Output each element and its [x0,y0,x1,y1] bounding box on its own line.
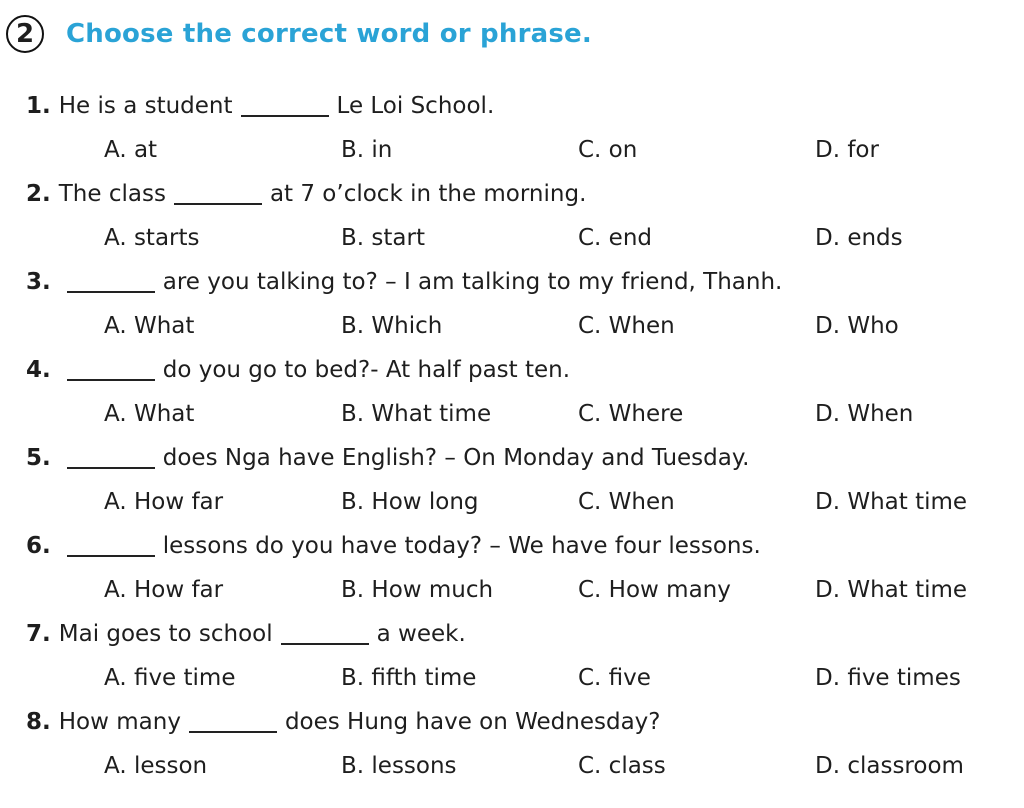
question-text-before: He is a student [58,93,233,119]
option-d[interactable]: D. What time [815,489,968,515]
option-d[interactable]: D. What time [815,577,968,603]
question-1 [26,84,1006,172]
option-a[interactable]: A. What [104,401,195,427]
option-c[interactable]: C. end [578,225,653,251]
answer-blank [241,95,329,117]
option-d[interactable]: D. classroom [815,753,964,779]
question-text-after: do you go to bed?- At half past ten. [162,357,571,383]
option-a[interactable]: A. How far [104,489,224,515]
question-number: 6. [26,533,51,559]
option-b[interactable]: B. fifth time [341,665,477,691]
option-d[interactable]: D. ends [815,225,903,251]
question-number: 7. [26,621,51,647]
question-list [26,84,1006,788]
answer-blank [189,711,277,733]
question-number: 3. [26,269,51,295]
answer-options [26,304,1006,348]
option-c[interactable]: C. on [578,137,638,163]
question-text-after: at 7 o’clock in the morning. [269,181,587,207]
question-7 [26,612,1006,700]
option-d[interactable]: D. Who [815,313,899,339]
option-c[interactable]: C. Where [578,401,684,427]
option-d[interactable]: D. five times [815,665,961,691]
option-a[interactable]: A. starts [104,225,200,251]
option-a[interactable]: A. at [104,137,158,163]
exercise-header [6,10,592,58]
question-3 [26,260,1006,348]
question-5 [26,436,1006,524]
option-a[interactable]: A. five time [104,665,236,691]
question-text-after: Le Loi School. [336,93,495,119]
question-stem [26,612,1006,656]
question-text-after: does Hung have on Wednesday? [284,709,661,735]
option-d[interactable]: D. for [815,137,879,163]
question-stem [26,84,1006,128]
exercise-number-badge: 2 [6,15,44,53]
question-stem [26,700,1006,744]
option-a[interactable]: A. lesson [104,753,208,779]
answer-blank [67,447,155,469]
option-a[interactable]: A. How far [104,577,224,603]
answer-options [26,480,1006,524]
option-b[interactable]: B. How long [341,489,479,515]
option-c[interactable]: C. class [578,753,666,779]
option-b[interactable]: B. lessons [341,753,457,779]
question-stem [26,348,1006,392]
option-a[interactable]: A. What [104,313,195,339]
question-6 [26,524,1006,612]
option-b[interactable]: B. How much [341,577,494,603]
option-c[interactable]: C. When [578,313,675,339]
option-b[interactable]: B. start [341,225,425,251]
question-number: 4. [26,357,51,383]
question-number: 2. [26,181,51,207]
option-b[interactable]: B. What time [341,401,492,427]
question-number: 5. [26,445,51,471]
question-2 [26,172,1006,260]
answer-options [26,216,1006,260]
answer-options [26,656,1006,700]
answer-options [26,128,1006,172]
option-c[interactable]: C. How many [578,577,731,603]
question-number: 8. [26,709,51,735]
question-4 [26,348,1006,436]
question-stem [26,436,1006,480]
question-text-after: does Nga have English? – On Monday and Tuesday. [162,445,750,471]
question-text-before: The class [58,181,166,207]
question-text-after: a week. [376,621,466,647]
answer-blank [67,359,155,381]
answer-blank [67,535,155,557]
option-b[interactable]: B. Which [341,313,443,339]
question-stem [26,172,1006,216]
answer-options [26,392,1006,436]
question-stem [26,524,1006,568]
answer-blank [174,183,262,205]
question-text-before: Mai goes to school [58,621,273,647]
option-c[interactable]: C. five [578,665,651,691]
question-text-after: are you talking to? – I am talking to my friend, Thanh. [162,269,783,295]
question-text-before: How many [58,709,181,735]
question-text-after: lessons do you have today? – We have four lessons. [162,533,761,559]
exercise-title: Choose the correct word or phrase. [66,19,592,49]
answer-blank [67,271,155,293]
question-stem [26,260,1006,304]
option-d[interactable]: D. When [815,401,914,427]
option-c[interactable]: C. When [578,489,675,515]
option-b[interactable]: B. in [341,137,393,163]
answer-options [26,744,1006,788]
answer-blank [281,623,369,645]
question-8 [26,700,1006,788]
question-number: 1. [26,93,51,119]
answer-options [26,568,1006,612]
